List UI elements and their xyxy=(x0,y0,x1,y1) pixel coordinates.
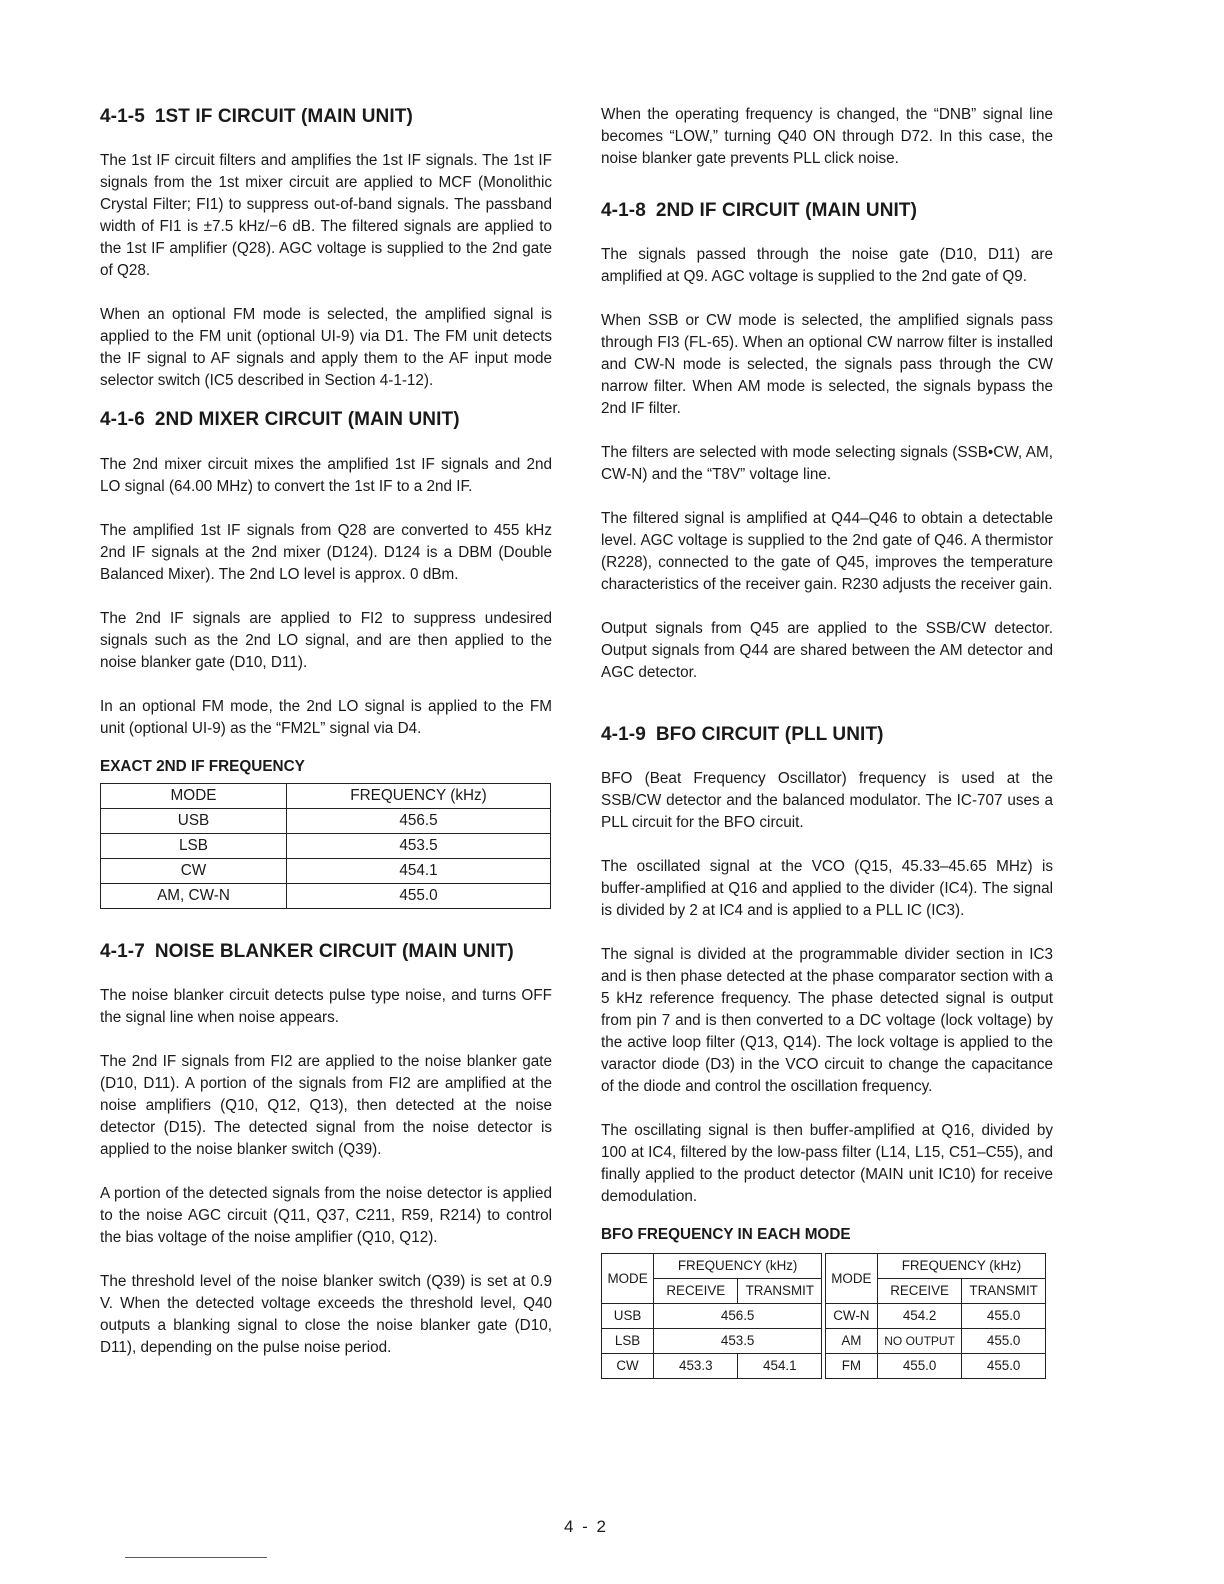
paragraph: The amplified 1st IF signals from Q28 are converted to 455 kHz 2nd IF signals at the 2nd mixer (D124). D124 is a DBM (Double Balanced Mixer). The 2nd LO level is approx. 0 dBm. xyxy=(100,521,552,583)
table-row xyxy=(101,833,551,858)
table-row xyxy=(101,858,551,883)
table-title-bfo-frequency: BFO FREQUENCY IN EACH MODE xyxy=(601,1225,851,1243)
header-receive: RECEIVE xyxy=(654,1278,738,1303)
cell-frequency: 453.5 xyxy=(287,833,551,858)
paragraph: In an optional FM mode, the 2nd LO signal is applied to the FM unit (optional UI-9) as the “FM2L” signal via D4. xyxy=(100,697,552,737)
paragraph: The signal is divided at the programmable divider section in IC3 and is then phase detected at the phase comparator section with a 5 kHz reference frequency. The phase detected signal is output from pin 7 and is then converted to a DC voltage (lock voltage) by the active loop filter (Q13, Q14). The lock voltage is applied to the varactor diode (D3) in the VCO circuit to change the capacitance of the diode and control the oscillation frequency. xyxy=(601,945,1053,1095)
paragraph: When SSB or CW mode is selected, the amplified signals pass through FI3 (FL-65). When an optional CW narrow filter is installed and CW-N mode is selected, the signals pass through the CW narrow filter. When AM mode is selected, the signals bypass the 2nd IF filter. xyxy=(601,311,1053,417)
cell-mode: LSB xyxy=(602,1328,654,1353)
paragraph: The filters are selected with mode selecting signals (SSB•CW, AM, CW-N) and the “T8V” voltage line. xyxy=(601,443,1053,483)
paragraph: The filtered signal is amplified at Q44–Q46 to obtain a detectable level. AGC voltage is supplied to the 2nd gate of Q46. A thermistor (R228), connected to the gate of Q45, improves the temperature characteristics of the receiver gain. R230 adjusts the receiver gain. xyxy=(601,509,1053,593)
cell-mode: LSB xyxy=(101,833,287,858)
paragraph: When an optional FM mode is selected, the amplified signal is applied to the FM unit (optional UI-9) via D1. The FM unit detects the IF signal to AF signals and apply them to the AF input mode selector switch (IC5 described in Section 4-1-12). xyxy=(100,305,552,389)
table-header-row xyxy=(101,783,551,808)
header-frequency: FREQUENCY (kHz) xyxy=(287,783,551,808)
cell-mode: CW xyxy=(602,1353,654,1378)
paragraph: BFO (Beat Frequency Oscillator) frequency is used at the SSB/CW detector and the balanced modulator. The IC-707 uses a PLL circuit for the BFO circuit. xyxy=(601,769,1053,831)
paragraph: The oscillating signal is then buffer-amplified at Q16, divided by 100 at IC4, filtered by the low-pass filter (L14, L15, C51–C55), and finally applied to the product detector (MAIN unit IC10) for receive demodulation. xyxy=(601,1121,1053,1205)
if-frequency-table xyxy=(100,783,551,909)
paragraph: The noise blanker circuit detects pulse type noise, and turns OFF the signal line when noise appears. xyxy=(100,987,552,1027)
header-receive: RECEIVE xyxy=(877,1278,961,1303)
paragraph: The oscillated signal at the VCO (Q15, 45.33–45.65 MHz) is buffer-amplified at Q16 and applied to the divider (IC4). The signal is divided by 2 at IC4 and is applied to a PLL IC (IC3). xyxy=(601,857,1053,919)
section-heading-4-1-5: 4-1-5 1ST IF CIRCUIT (MAIN UNIT) xyxy=(100,106,413,127)
paragraph: The threshold level of the noise blanker switch (Q39) is set at 0.9 V. When the detected voltage exceeds the threshold level, Q40 outputs a blanking signal to close the noise blanker gate (D10, D11), depending on the pulse noise period. xyxy=(100,1273,552,1357)
table-row xyxy=(602,1303,1046,1328)
table-row xyxy=(101,808,551,833)
paragraph: The 2nd IF signals are applied to FI2 to suppress undesired signals such as the 2nd LO signal, and are then applied to the noise blanker gate (D10, D11). xyxy=(100,609,552,671)
paragraph: A portion of the detected signals from the noise detector is applied to the noise AGC circuit (Q11, Q37, C211, R59, R214) to control the bias voltage of the noise amplifier (Q10, Q12). xyxy=(100,1185,552,1247)
cell-frequency: 455.0 xyxy=(287,883,551,908)
paragraph: The 2nd mixer circuit mixes the amplified 1st IF signals and 2nd LO signal (64.00 MHz) to convert the 1st IF to a 2nd IF. xyxy=(100,455,552,495)
header-mode: MODE xyxy=(825,1253,877,1303)
cell-frequency: 453.5 xyxy=(654,1328,822,1353)
section-heading-4-1-6: 4-1-6 2ND MIXER CIRCUIT (MAIN UNIT) xyxy=(100,408,460,430)
header-transmit: TRANSMIT xyxy=(738,1278,822,1303)
section-heading-4-1-9: 4-1-9 BFO CIRCUIT (PLL UNIT) xyxy=(601,723,884,745)
table-row xyxy=(602,1353,1046,1378)
cell-transmit: 455.0 xyxy=(962,1303,1046,1328)
cell-receive: 455.0 xyxy=(877,1353,961,1378)
paragraph: When the operating frequency is changed, the “DNB” signal line becomes “LOW,” turning Q40 ON through D72. In this case, the noise blanker gate prevents PLL click noise. xyxy=(601,106,1053,167)
left-column xyxy=(100,100,552,1359)
section-heading-4-1-7: 4-1-7 NOISE BLANKER CIRCUIT (MAIN UNIT) xyxy=(100,940,514,962)
header-mode: MODE xyxy=(101,783,287,808)
table-title-if-frequency: EXACT 2ND IF FREQUENCY xyxy=(100,757,305,775)
cell-mode: CW-N xyxy=(825,1303,877,1328)
cell-transmit: 454.1 xyxy=(738,1353,822,1378)
footer-rule xyxy=(125,1557,267,1558)
cell-receive: NO OUTPUT xyxy=(877,1328,961,1353)
paragraph: The 1st IF circuit filters and amplifies the 1st IF signals. The 1st IF signals from the 1st mixer circuit are applied to MCF (Monolithic Crystal Filter; FI1) to suppress out-of-band signals. The passband width of FI1 is ±7.5 kHz/−6 dB. The filtered signals are applied to the 1st IF amplifier (Q28). AGC voltage is supplied to the 2nd gate of Q28. xyxy=(100,151,552,279)
header-transmit: TRANSMIT xyxy=(962,1278,1046,1303)
header-frequency: FREQUENCY (kHz) xyxy=(877,1253,1045,1278)
cell-transmit: 455.0 xyxy=(962,1353,1046,1378)
table-row xyxy=(101,883,551,908)
header-mode: MODE xyxy=(602,1253,654,1303)
cell-receive: 454.2 xyxy=(877,1303,961,1328)
header-frequency: FREQUENCY (kHz) xyxy=(654,1253,822,1278)
cell-mode: FM xyxy=(825,1353,877,1378)
page-number: 4 - 2 xyxy=(563,1517,609,1536)
section-heading-4-1-8: 4-1-8 2ND IF CIRCUIT (MAIN UNIT) xyxy=(601,200,918,221)
cell-mode: AM xyxy=(825,1328,877,1353)
table-header-row xyxy=(602,1253,1046,1278)
table-row xyxy=(602,1328,1046,1353)
cell-frequency: 456.5 xyxy=(287,808,551,833)
right-column xyxy=(601,100,1053,1379)
cell-mode: USB xyxy=(101,808,287,833)
paragraph: The 2nd IF signals from FI2 are applied to the noise blanker gate (D10, D11). A portion of the signals from FI2 are amplified at the noise amplifiers (Q10, Q12, Q13), then detected at the noise detector (D15). The detected signal from the noise detector is applied to the noise blanker switch (Q39). xyxy=(100,1053,552,1159)
cell-receive: 453.3 xyxy=(654,1353,738,1378)
cell-mode: USB xyxy=(602,1303,654,1328)
cell-frequency: 454.1 xyxy=(287,858,551,883)
cell-mode: CW xyxy=(101,858,287,883)
cell-transmit: 455.0 xyxy=(962,1328,1046,1353)
paragraph: The signals passed through the noise gate (D10, D11) are amplified at Q9. AGC voltage is supplied to the 2nd gate of Q9. xyxy=(601,245,1053,285)
cell-mode: AM, CW-N xyxy=(101,883,287,908)
cell-frequency: 456.5 xyxy=(654,1303,822,1328)
paragraph: Output signals from Q45 are applied to the SSB/CW detector. Output signals from Q44 are shared between the AM detector and AGC detector. xyxy=(601,619,1053,681)
bfo-frequency-table xyxy=(601,1253,1046,1379)
